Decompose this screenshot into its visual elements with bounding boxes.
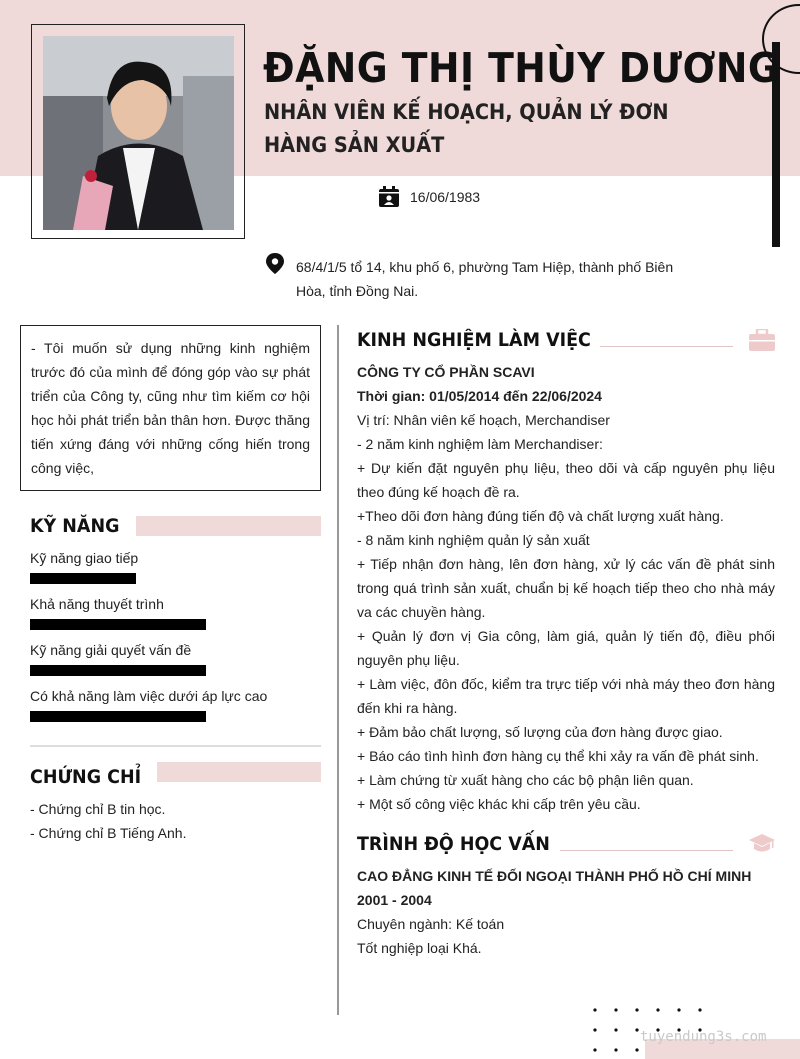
work-period: Thời gian: 01/05/2014 đến 22/06/2024 [357,388,602,404]
skill-label: Có khả năng làm việc dưới áp lực cao [30,688,268,704]
certificate-item: - Chứng chỉ B tin học. [30,801,166,817]
education-heading: TRÌNH ĐỘ HỌC VẤN [357,833,550,855]
experience-line: +Theo dõi đơn hàng đúng tiến độ và chất lượng xuất hàng. [357,508,724,524]
watermark: tuyendung3s.com [640,1029,767,1045]
skills-heading-bar [136,516,321,536]
skills-heading: KỸ NĂNG [30,515,120,537]
heading-line [560,850,733,851]
experience-heading: KINH NGHIỆM LÀM VIỆC [357,329,591,351]
company-name: CÔNG TY CỔ PHẦN SCAVI [357,364,535,380]
experience-line: + Tiếp nhận đơn hàng, lên đơn hàng, xử lý các vấn đề phát sinh trong quá trình sản xuất, chuẩn bị kế hoạch tiếp theo cho nhà máy va các chuyền hàng. [357,556,775,620]
experience-line: - 2 năm kinh nghiệm làm Merchandiser: [357,436,603,452]
briefcase-icon [749,329,775,351]
skill-level-bar [30,619,206,630]
school-name: CAO ĐẲNG KINH TẾ ĐỐI NGOẠI THÀNH PHỐ HỒ CHÍ MINH [357,868,752,884]
calendar-user-icon [379,186,399,207]
experience-line: + Một số công việc khác khi cấp trên yêu cầu. [357,796,641,812]
map-pin-icon [265,253,285,275]
experience-line: Vị trí: Nhân viên kế hoạch, Merchandiser [357,412,610,428]
skill-label: Khả năng thuyết trình [30,596,164,612]
candidate-title: NHÂN VIÊN KẾ HOẠCH, QUẢN LÝ ĐƠN HÀNG SẢN XUẤT [264,100,669,157]
experience-line: + Làm chứng từ xuất hàng cho các bộ phận liên quan. [357,772,694,788]
career-objective: - Tôi muốn sử dụng những kinh nghiệm trước đó của mình để đóng góp vào sự phát triển của Công ty, cũng như tìm kiếm cơ hội học hỏi phát triển bản thân hơn. Được thăng tiến xứng đáng với những cống hiến trong công việc, [20,325,321,491]
heading-line [600,346,733,347]
skill-level-bar [30,573,136,584]
certificates-heading-bar [157,762,321,782]
skill-label: Kỹ năng giao tiếp [30,550,139,566]
experience-line: + Làm việc, đôn đốc, kiểm tra trực tiếp với nhà máy theo đơn hàng đến khi ra hàng. [357,676,775,716]
study-years: 2001 - 2004 [357,892,432,908]
skill-level-bar [30,665,206,676]
skill-label: Kỹ năng giải quyết vấn đề [30,642,192,658]
date-of-birth: 16/06/1983 [410,189,481,205]
certificate-item: - Chứng chỉ B Tiếng Anh. [30,825,187,841]
experience-line: + Báo cáo tình hình đơn hàng cụ thể khi xảy ra vấn đề phát sinh. [357,748,759,764]
grade: Tốt nghiệp loại Khá. [357,940,482,956]
experience-line: - 8 năm kinh nghiệm quản lý sản xuất [357,532,590,548]
avatar [43,36,234,230]
experience-line: + Dự kiến đặt nguyên phụ liệu, theo dõi và cấp nguyên phụ liệu theo đúng kế hoạch đề ra. [357,460,775,500]
experience-line: + Đảm bảo chất lượng, số lượng của đơn hàng được giao. [357,724,723,740]
address: 68/4/1/5 tổ 14, khu phố 6, phường Tam Hiệp, thành phố Biên Hòa, tỉnh Đồng Nai. [296,259,674,299]
major: Chuyên ngành: Kế toán [357,916,505,932]
divider [30,745,321,747]
column-divider [337,325,339,1015]
candidate-name: ĐẶNG THỊ THÙY DƯƠNG [263,44,780,92]
skill-level-bar [30,711,206,722]
experience-line: + Quản lý đơn vị Gia công, làm giá, quản lý tiến độ, điều phối nguyên phụ liệu. [357,628,775,668]
graduation-cap-icon [749,834,775,854]
experience-section [357,360,775,816]
certificates-heading: CHỨNG CHỈ [30,766,142,788]
education-section [357,864,775,960]
